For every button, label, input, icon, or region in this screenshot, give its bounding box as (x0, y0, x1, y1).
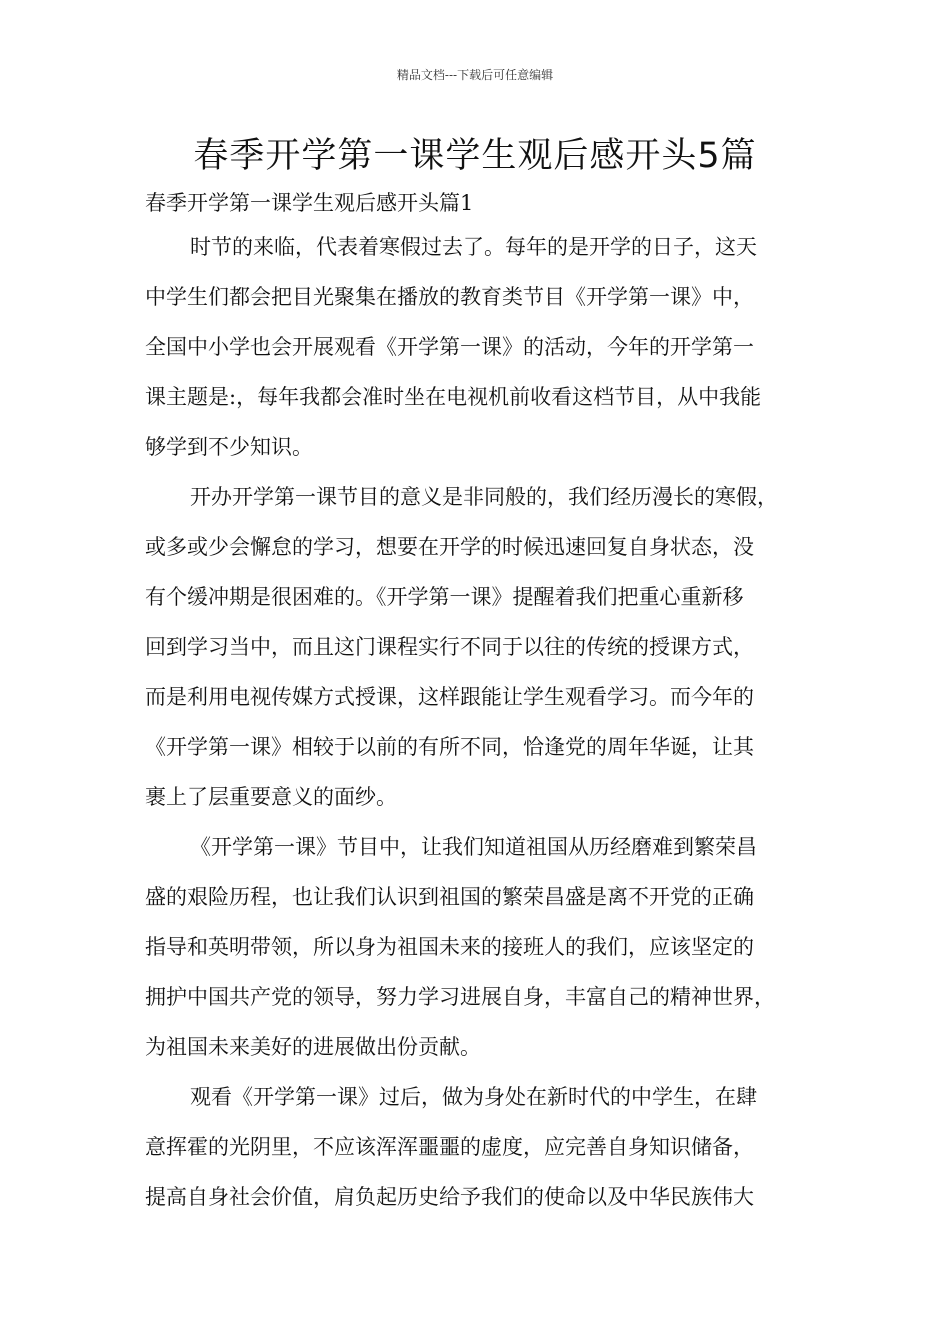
paragraph-line: 中学生们都会把目光聚集在播放的教育类节目《开学第一课》中， (145, 285, 754, 309)
paragraph-line: 拥护中国共产党的领导，努力学习进展自身，丰富自己的精神世界， (145, 985, 775, 1009)
document-title: 春季开学第一课学生观后感开头5篇 (193, 136, 757, 176)
paragraph-line: 课主题是:，每年我都会准时坐在电视机前收看这档节目，从中我能 (145, 385, 762, 409)
paragraph-line: 意挥霍的光阴里，不应该浑浑噩噩的虚度，应完善自身知识储备， (145, 1135, 754, 1159)
paragraph-line: 盛的艰险历程，也让我们认识到祖国的繁荣昌盛是离不开党的正确 (145, 885, 754, 909)
paragraph-line: 或多或少会懈怠的学习，想要在开学的时候迅速回复自身状态，没 (145, 535, 754, 559)
paragraph-line: 全国中小学也会开展观看《开学第一课》的活动，今年的开学第一 (145, 335, 754, 359)
paragraph-line: 观看《开学第一课》过后，做为身处在新时代的中学生，在肆 (190, 1085, 757, 1109)
paragraph-line: 回到学习当中，而且这门课程实行不同于以往的传统的授课方式， (145, 635, 754, 659)
paragraph-line: 够学到不少知识。 (145, 435, 313, 459)
paragraph-line: 《开学第一课》节目中，让我们知道祖国从历经磨难到繁荣昌 (190, 835, 757, 859)
paragraph-line: 提高自身社会价值，肩负起历史给予我们的使命以及中华民族伟大 (145, 1185, 754, 1209)
paragraph-2 (145, 472, 825, 822)
paragraph-1 (145, 222, 825, 472)
document-body (145, 185, 825, 1222)
paragraph-line: 《开学第一课》相较于以前的有所不同，恰逢党的周年华诞，让其 (145, 735, 754, 759)
paragraph-line: 有个缓冲期是很困难的。《开学第一课》提醒着我们把重心重新移 (145, 585, 744, 609)
section-heading: 春季开学第一课学生观后感开头篇1 (145, 191, 474, 215)
paragraph-line: 时节的来临，代表着寒假过去了。每年的是开学的日子，这天 (190, 235, 757, 259)
paragraph-line: 为祖国未来美好的进展做出份贡献。 (145, 1035, 481, 1059)
paragraph-line: 指导和英明带领，所以身为祖国未来的接班人的我们，应该坚定的 (145, 935, 754, 959)
header-note: 精品文档---下载后可任意编辑 (396, 68, 554, 82)
paragraph-line: 而是利用电视传媒方式授课，这样跟能让学生观看学习。而今年的 (145, 685, 754, 709)
paragraph-line: 开办开学第一课节目的意义是非同般的，我们经历漫长的寒假， (190, 485, 778, 509)
paragraph-line: 裹上了层重要意义的面纱。 (145, 785, 397, 809)
paragraph-4 (145, 1072, 825, 1222)
paragraph-3 (145, 822, 825, 1072)
